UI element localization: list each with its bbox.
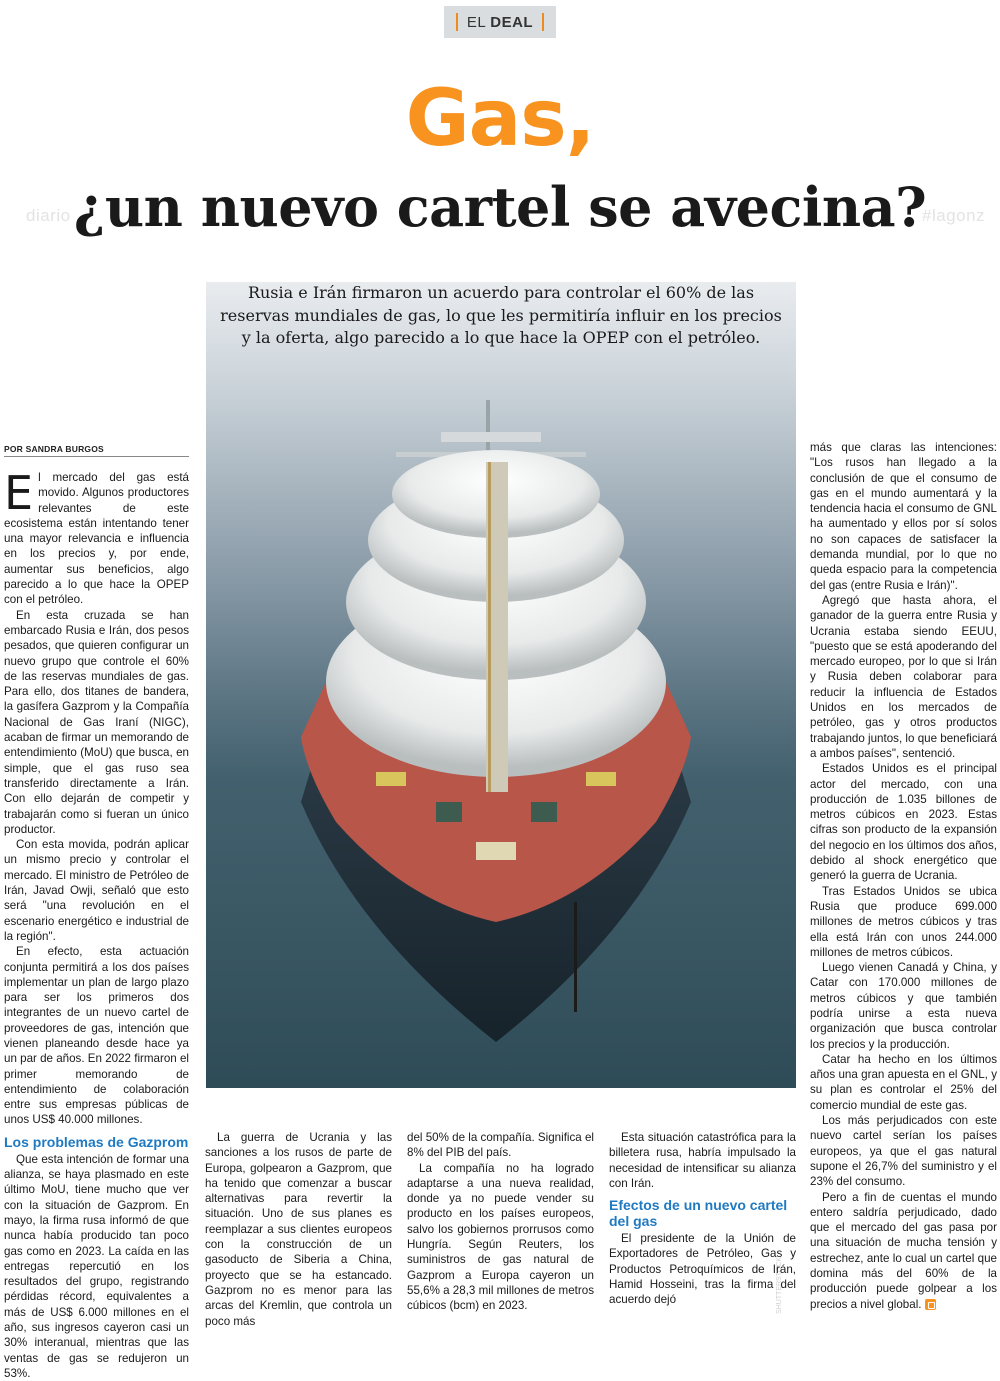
lead-paragraph: Rusia e Irán firmaron un acuerdo para controlar el 60% de las reservas mundiales de gas, lo que les permitiría influir en los precios y la oferta, algo parecido a lo que hace la OPEP con el petróleo. <box>220 283 782 347</box>
col4-paragraph-1: Esta situación catastrófica para la billetera rusa, habría impulsado la necesidad de intensificar su alianza con Irán. <box>609 1131 796 1190</box>
col1-paragraph-2: En esta cruzada se han embarcado Rusia e Irán, dos pesos pesados, que quieren configurar un nuevo grupo que controle el 60% de las reservas mundiales de gas. Para ello, dos titanes de bandera, la gasífera Gazprom y la Compañía Nacional de Gas Iraní (NIGC), acaban de firmar un memorando de entendimiento (MoU) que busca, en simple, que el gas ruso sea transferido directamente a Irán. Con ello dejarán de competir y trabajarán como si fueran un único productor. <box>4 608 189 836</box>
col5-paragraph-2: Agregó que hasta ahora, el ganador de la guerra entre Rusia y Ucrania estaba siendo EEUU, "puesto que se está apoderando del mercado europeo, por lo que si Irán y Rusia deben colaborar para reducir la influencia de Estados Unidos en los mercados de petróleo, gas y otros productos trabajando juntos, lo que beneficiará a ambos países", sentenció. <box>810 593 997 760</box>
col5-paragraph-4: Tras Estados Unidos se ubica Rusia que produce 699.000 millones de metros cúbicos y tras ella está Irán con unos 244.000 millones de metros cúbicos. <box>810 884 997 959</box>
article-column-3 <box>407 1130 594 1314</box>
col2-paragraph-1: La guerra de Ucrania y las sanciones a los rusos de parte de Europa, golpearon a Gazprom, que ha tenido que comenzar a buscar alternativas para revertir la situación. Uno de sus planes es reemplazar a sus clientes europeos con la construcción de un gasoducto de Siberia a China, proyecto que se ha estancado. Gazprom no es menor para las arcas del Kremlin, que controla un poco más <box>205 1131 392 1328</box>
section-word-a: EL <box>466 13 487 31</box>
col5-paragraph-3: Estados Unidos es el principal actor del mercado, con una producción de 1.035 billones de metros cúbicos en 2023. Estas cifras son producto de la expansión del negocio en los últimos dos años, debido al shock energético que generó la guerra de Ucrania. <box>810 762 997 883</box>
col1-paragraph-3: Con esta movida, podrán aplicar un mismo precio y controlar el mercado. El ministro de Petróleo de Irán, Javad Owji, señaló que esto será "una revolución en el escenario energético e industrial de la región". <box>4 838 189 943</box>
col5-p8-text: Pero a fin de cuentas el mundo entero saldría perjudicado, dado que el mercado del gas pasa por una situación de mucha tensión y estrechez, ante lo cual un cartel que domina más del 60% de la producción puede golpear a los precios a nivel global. <box>810 1190 997 1311</box>
col5-paragraph-1: más que claras las intenciones: "Los rusos han llegado a la conclusión de que el consumo de gas en el mundo aumentará y la tendencia hacia el consumo de GNL ha aumentado y ellos por sí solos no son capaces de satisfacer la demanda mundial, por lo que no queda espacio para la competencia del gas (entre Rusia e Irán)". <box>810 441 997 592</box>
subheading-gazprom: Los problemas de Gazprom <box>4 1133 189 1150</box>
tag-bar-left <box>456 13 458 31</box>
watermark-right: #lagonz <box>922 206 986 225</box>
col4-paragraph-2: El presidente de la Unión de Exportadores de Petróleo, Gas y Productos Petroquímicos de Irán, Hamid Hosseini, tras la firma del acuerdo dejó <box>609 1232 796 1307</box>
col5-paragraph-6: Catar ha hecho en los últimos años una gran apuesta en el GNL, y su plan es controlar el 25% del comercio mundial de este gas. <box>810 1052 997 1112</box>
col1-p1-text: l mercado del gas está movido. Algunos productores relevantes de este ecosistema están intentando tener una mayor relevancia e influencia en los precios y, por ende, aumentar sus beneficios, algo parecido a lo que hace la OPEP con el petróleo. <box>4 471 189 607</box>
col1-paragraph-4: En efecto, esta actuación conjunta permitirá a los dos países implementar un plan de largo plazo para ser los primeros dos integrantes de un nuevo cartel de proveedores de gas, intención que vienen planeando desde hace ya un par de años. En 2022 firmaron el primer memorando de entendimiento de colaboración entre sus empresas públicas de unos US$ 40.000 millones. <box>4 945 189 1127</box>
col5-paragraph-5: Luego vienen Canadá y China, y Catar con 170.000 millones de metros cúbicos y que también podría unirse a esta nueva organización que busca controlar los precios y la producción. <box>810 961 997 1051</box>
byline-rule <box>4 456 189 457</box>
col5-paragraph-7: Los más perjudicados con este nuevo cartel serían los países europeos, ya que el gas natural supone el 26,7% del suministro y el 23% del consumo. <box>810 1114 997 1189</box>
section-word-b: DEAL <box>490 13 534 31</box>
tag-bar-right <box>542 13 544 31</box>
col3-paragraph-2: La compañía no ha logrado adaptarse a una nueva realidad, donde ya no puede vender su producto en los países europeos, salvo los gobiernos prorrusos como Hungría. Según Reuters, los suministros de gas natural de Gazprom a Europa cayeron un 55,6% a 28,3 mil millones de metros cúbicos (bcm) en 2023. <box>407 1161 594 1313</box>
article-column-4 <box>609 1130 796 1308</box>
subheading-efectos: Efectos de un nuevo cartel del gas <box>609 1197 788 1230</box>
article-column-5 <box>810 440 997 1312</box>
end-of-article-icon <box>925 1299 936 1310</box>
article-column-1 <box>4 466 189 1381</box>
photo-credit: SHUTTERSTOCK <box>776 1256 783 1314</box>
lng-tanker-illustration <box>206 282 796 1088</box>
col5-paragraph-8 <box>810 1190 997 1312</box>
section-tag <box>444 6 556 38</box>
byline: POR SANDRA BURGOS <box>4 444 104 454</box>
watermark-left: diario <box>26 206 71 225</box>
headline-line-2: ¿un nuevo cartel se avecina? <box>73 175 927 239</box>
col3-paragraph-1: del 50% de la compañía. Significa el 8% del PIB del país. <box>407 1131 594 1160</box>
col1-paragraph-1 <box>4 466 189 608</box>
headline-line-1: Gas, <box>405 74 595 164</box>
dropcap: E <box>4 466 34 520</box>
col1-paragraph-5: Que esta intención de formar una alianza, se haya plasmado en este último MoU, tiene mucho que ver con la situación de Gazprom. En mayo, la firma rusa informó de que nunca había producido tan poco gas como en 2023. La caída en las entregas repercutió en los resultados del grupo, registrando pérdidas récord, equivalentes a más de US$ 6.000 millones en el año, sus ingresos cayeron casi un 30% interanual, mientras que las ventas de gas se redujeron un 53%. <box>4 1152 189 1380</box>
article-column-2 <box>205 1130 392 1329</box>
